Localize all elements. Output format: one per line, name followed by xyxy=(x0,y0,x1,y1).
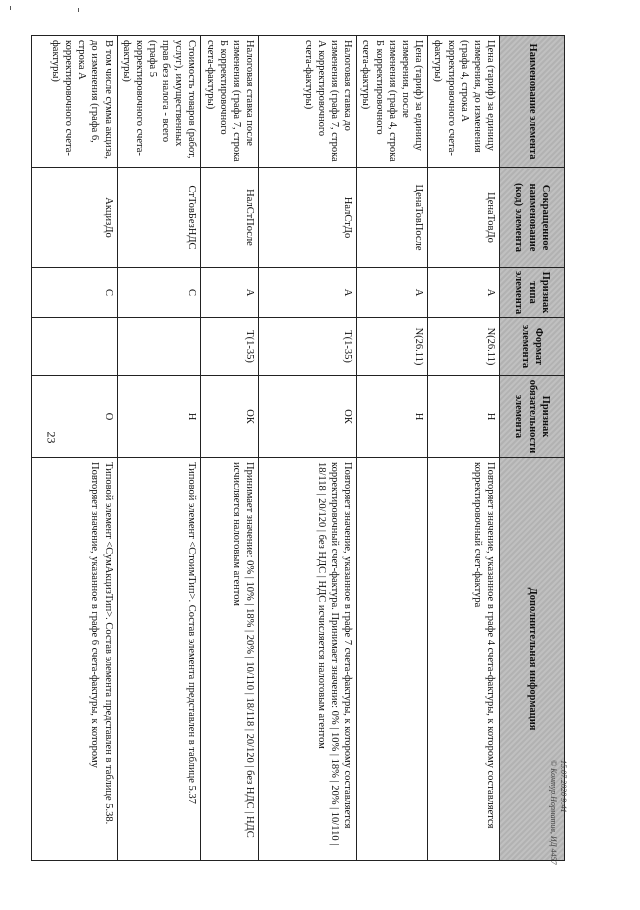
cell-name: Цена (тариф) за единицу измерения, после изменения (графа 4, строка Б корректировочного счета-фактуры) xyxy=(357,36,428,168)
table-row xyxy=(357,36,428,861)
cell-info: Повторяет значение, указанное в графе 4 счета-фактуры, к которому составляется корректировочный счет-фактура xyxy=(428,458,500,861)
cell-code: ЦенаТовДо xyxy=(428,168,500,268)
cell-info: Повторяет значение, указанное в графе 7 счета-фактуры, к которому составляется корректировочный счет-фактура. Принимает значение: 0% | 10% | 18% | 20% | 10/110 | 18/118 | 20/120 | без НДС | НДС исчисляется налоговым агентом xyxy=(259,458,357,861)
header-element-type: Признак типа элемента xyxy=(500,268,565,318)
table-header-row xyxy=(500,36,565,861)
table-row xyxy=(117,36,201,861)
header-element-code: Сокращенное наименование (код) элемента xyxy=(500,168,565,268)
scan-tick xyxy=(78,8,79,12)
cell-type: А xyxy=(428,268,500,318)
table-row xyxy=(31,36,117,861)
footer-stamp xyxy=(538,760,568,910)
footer-source: © Контур.Норматив, ИД 4457 xyxy=(549,760,559,865)
cell-type: С xyxy=(31,268,117,318)
cell-type: А xyxy=(201,268,259,318)
cell-format: N(26.11) xyxy=(428,318,500,376)
table-row xyxy=(259,36,357,861)
cell-format: N(26.11) xyxy=(357,318,428,376)
cell-name: Стоимость товаров (работ, услуг), имущественных прав без налога - всего (графа 5 корректировочного счета-фактуры) xyxy=(117,36,201,168)
header-element-required: Признак обязательности элемента xyxy=(500,376,565,458)
cell-name: Налоговая ставка до изменения (графа 7, строка А корректировочного счета-фактуры) xyxy=(259,36,357,168)
header-element-name: Наименование элемента xyxy=(500,36,565,168)
cell-code: ЦенаТовПосле xyxy=(357,168,428,268)
cell-required: ОК xyxy=(201,376,259,458)
cell-format xyxy=(31,318,117,376)
cell-info: Типовой элемент <СтоимТип>. Состав элемента представлен в таблице 5.37 xyxy=(117,458,201,861)
cell-format xyxy=(117,318,201,376)
cell-name: Цена (тариф) за единицу измерения, до изменения (графа 4, строка А корректировочного счета-фактуры) xyxy=(428,36,500,168)
footer-date: 15.07.2020 9:41 xyxy=(559,760,568,813)
elements-table xyxy=(31,35,565,861)
cell-info xyxy=(357,458,428,861)
cell-code: АкцизДо xyxy=(31,168,117,268)
cell-code: НалСтПосле xyxy=(201,168,259,268)
header-element-format: Формат элемента xyxy=(500,318,565,376)
cell-required: Н xyxy=(357,376,428,458)
cell-required: Н xyxy=(117,376,201,458)
cell-required: О xyxy=(31,376,117,458)
cell-required: Н xyxy=(428,376,500,458)
cell-type: С xyxy=(117,268,201,318)
cell-format: T(1-35) xyxy=(201,318,259,376)
cell-type: А xyxy=(357,268,428,318)
cell-code: НалСтДо xyxy=(259,168,357,268)
cell-name: Налоговая ставка после изменения (графа 7, строка Б корректировочного счета-фактуры) xyxy=(201,36,259,168)
header-additional-info: Дополнительная информация xyxy=(500,458,565,861)
cell-code: СтТовБезНДС xyxy=(117,168,201,268)
cell-format: T(1-35) xyxy=(259,318,357,376)
page-number: 23 xyxy=(44,431,59,444)
cell-info: Принимает значение: 0% | 10% | 18% | 20% | 10/110 | 18/118 | 20/120 | без НДС | НДС исчисляется налоговым агентом xyxy=(201,458,259,861)
cell-required: ОК xyxy=(259,376,357,458)
cell-info: Типовой элемент <СумАкцизТип>. Состав элемента представлен в таблице 5.38. Повторяет значение, указанное в графе 6 счета-фактуры, к которому xyxy=(31,458,117,861)
table-row xyxy=(201,36,259,861)
scan-tick xyxy=(10,6,11,10)
table-row xyxy=(428,36,500,861)
cell-name: В том числе сумма акциза, до изменения (графа 6, строка А корректировочного счета-фактуры) xyxy=(31,36,117,168)
cell-type: А xyxy=(259,268,357,318)
